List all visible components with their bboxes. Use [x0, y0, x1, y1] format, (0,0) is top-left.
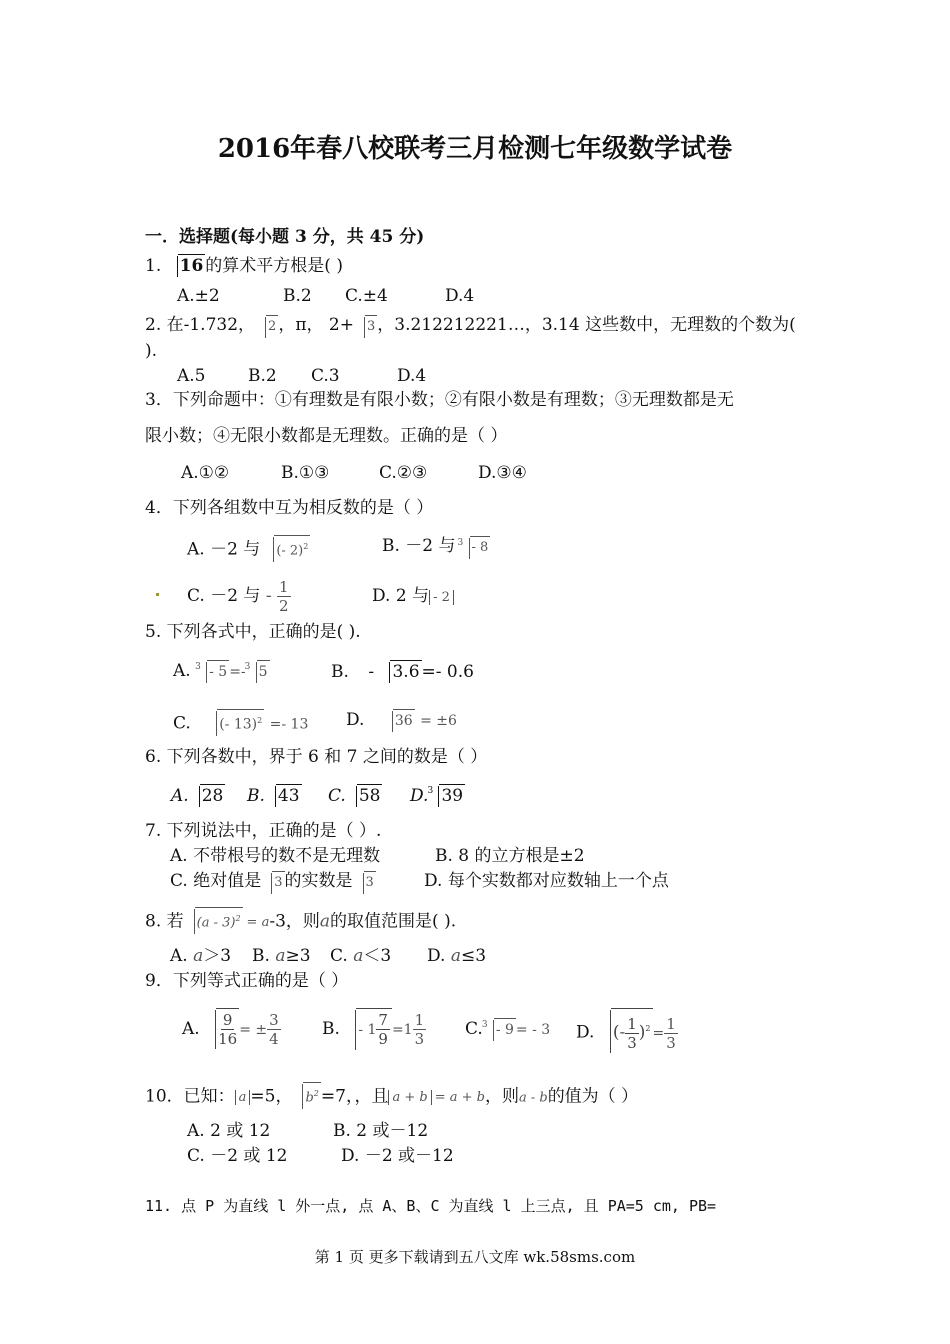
q5-b-label: B.: [331, 662, 349, 682]
q9-d-eq: =: [652, 1025, 665, 1042]
q5-b-post: =- 0.6: [421, 662, 474, 682]
q9-c-label: C.: [465, 1019, 483, 1039]
q10-abs-a: a: [235, 1090, 251, 1105]
q5-a-sqrt1: [196, 660, 229, 683]
q2-option-a: A.5: [177, 366, 206, 386]
q4-b-label: B. －2 与: [382, 536, 456, 556]
q4-c-num: 1: [279, 578, 289, 596]
q9-b-d1: 9: [378, 1030, 388, 1048]
q3-option-b: B.①③: [281, 463, 330, 483]
q5-b-math: 3.6: [392, 662, 420, 682]
q7-option-b: B. 8 的立方根是±2: [435, 846, 585, 866]
q10-option-b: B. 2 或－12: [333, 1121, 429, 1141]
q6-b-sqrt: [265, 784, 302, 807]
q9-a-d1: 16: [218, 1030, 238, 1048]
q8-math: (a - 3): [196, 915, 236, 931]
q1-option-b: B.2: [283, 286, 312, 306]
q2-option-d: D.4: [397, 366, 427, 386]
q6-d-val: 39: [441, 786, 464, 806]
q10-option-d: D. －2 或－12: [341, 1146, 454, 1166]
q10-option-a: A. 2 或 12: [187, 1121, 271, 1141]
q3-option-d: D.③④: [478, 463, 527, 483]
question-10: [145, 1082, 638, 1109]
q10-diff: a - b: [518, 1090, 548, 1106]
q7-c-sqrt2: [353, 871, 376, 894]
q2-prefix: 2. 在-1.732，: [145, 315, 256, 335]
q9-a-n2: 3: [269, 1011, 279, 1029]
q9-stem: 9．下列等式正确的是（ ）: [145, 971, 349, 991]
q5-a-eq: =-: [229, 664, 246, 680]
q8-a-var: a: [193, 946, 204, 966]
q9-a-eq: = ±: [239, 1022, 268, 1038]
q2-r1: 2: [266, 315, 278, 338]
q9-b-frac2: [413, 1011, 427, 1048]
q8-b-var: a: [275, 946, 286, 966]
q4-d-label: D. 2 与: [372, 586, 430, 606]
q9-b-n2: 1: [414, 1011, 425, 1029]
q7-c-r2: 3: [364, 871, 376, 894]
q4-b-math: - 8: [470, 536, 491, 559]
q9-option-a: [182, 1008, 281, 1050]
q8-d-pre: D.: [427, 946, 451, 966]
q2-sqrt-2: [354, 315, 377, 338]
q9-d-sqrt: [600, 1008, 653, 1053]
q6-d-root: 3: [427, 786, 434, 796]
q10-prefix: 10．已知：: [145, 1086, 235, 1107]
q6-option-a: [171, 784, 225, 807]
q8-c-var: a: [353, 946, 364, 966]
q5-a-math1: - 5: [207, 660, 229, 683]
q6-stem: 6. 下列各数中，界于 6 和 7 之间的数是（ ）: [145, 747, 488, 767]
q3-line1: 3．下列命题中：①有理数是有限小数；②有限小数是有理数；③无理数都是无: [145, 390, 734, 410]
q1-text: 的算术平方根是( ): [205, 256, 343, 276]
q5-b-sqrt: [379, 660, 421, 683]
q2-r2: 3: [365, 315, 377, 338]
q6-b-label: B.: [247, 786, 265, 806]
q1-option-d: D.4: [445, 286, 475, 306]
q6-a-val: 28: [201, 786, 224, 806]
page-footer: 第 1 页 更多下载请到五八文库 wk.58sms.com: [314, 1248, 636, 1266]
q9-b-pre: - 1: [358, 1022, 377, 1038]
q4-option-a: [187, 535, 310, 562]
q9-option-d: [576, 1008, 678, 1054]
question-8: [145, 907, 456, 934]
q5-stem: 5. 下列各式中，正确的是( ).: [145, 622, 361, 642]
q8-option-b: [252, 945, 311, 967]
q5-b-pre: -: [368, 662, 375, 682]
q7-stem: 7. 下列说法中，正确的是（ ）.: [145, 821, 382, 841]
q10-rad: [303, 1082, 320, 1109]
q10-r-exp: 2: [313, 1089, 319, 1098]
q10-t4: ，则: [484, 1086, 519, 1107]
q8-a-post: ＞3: [203, 946, 232, 966]
q10-t3: = a + b: [434, 1090, 485, 1106]
q5-a-root: 3: [195, 662, 201, 672]
q6-a-sqrt: [189, 784, 226, 807]
q6-option-c: [328, 784, 382, 807]
q9-b-eq: =1: [391, 1022, 413, 1038]
q7-option-c: [170, 870, 376, 894]
q5-d-post: = ±6: [420, 713, 457, 729]
decorative-dot: [156, 593, 159, 596]
q4-a-label: A. －2 与: [187, 539, 261, 560]
q8-c-post: ＜3: [363, 946, 392, 966]
q2-tail: ，3.212212221…，3.14 这些数中，无理数的个数为(: [377, 315, 796, 335]
q8-d-var: a: [450, 946, 461, 966]
q5-option-c: [173, 709, 308, 736]
q8-c-pre: C.: [330, 946, 354, 966]
q7-c-mid: 的实数是: [284, 871, 353, 891]
q9-d-frac2: [664, 1015, 678, 1052]
q5-c-label: C.: [173, 713, 191, 734]
q6-c-sqrt: [346, 784, 383, 807]
q9-b-n1: 7: [378, 1011, 388, 1029]
q8-a-pre: A.: [170, 946, 194, 966]
q1-option-a: A.±2: [177, 286, 220, 306]
q3-line2: 限小数；④无限小数都是无理数。正确的是（ ）: [145, 426, 508, 446]
q5-a-sqrt2: [246, 660, 270, 683]
q8-exp: 2: [235, 914, 241, 923]
q2-line2: ).: [145, 341, 158, 361]
q8-prefix: 8. 若: [145, 911, 184, 932]
q8-tail: -3，则: [269, 911, 320, 932]
q5-a-root2: 3: [244, 662, 251, 672]
q1-radicand: 16: [179, 256, 204, 276]
q9-a-label: A.: [182, 1019, 200, 1039]
q6-a-label: A.: [171, 786, 189, 806]
q9-b-sqrt: [345, 1008, 392, 1050]
q9-option-c: [465, 1018, 550, 1041]
q6-option-b: [247, 784, 302, 807]
q2-sqrt-1: [255, 315, 278, 338]
q9-d-exp: 2: [645, 1024, 651, 1033]
q4-d-abs: - 2: [429, 590, 454, 605]
q10-t5: 的值为（ ）: [547, 1086, 639, 1107]
q9-c-sqrt: [483, 1018, 516, 1041]
q9-option-b: [322, 1008, 426, 1050]
q4-option-d: [372, 585, 454, 609]
section-heading: 一．选择题(每小题 3 分，共 45 分): [145, 227, 425, 247]
q9-b-rad: [356, 1008, 392, 1050]
q7-option-d: D. 每个实数都对应数轴上一个点: [424, 871, 669, 891]
q9-c-root: 3: [481, 1020, 488, 1030]
q6-c-label: C.: [328, 786, 346, 806]
q8-sqrt: [184, 907, 243, 934]
q9-d-minus: -: [619, 1022, 626, 1043]
q6-d-sqrt: [428, 784, 465, 807]
q5-d-label: D.: [346, 710, 365, 730]
q7-c-sqrt1: [261, 871, 284, 894]
q4-c-frac: [277, 578, 291, 615]
q9-b-label: B.: [322, 1019, 340, 1039]
q8-var: a: [319, 911, 331, 932]
q6-c-val: 58: [358, 786, 381, 806]
q10-t2: =7，，且: [320, 1086, 389, 1107]
q9-a-sqrt: [205, 1008, 239, 1049]
q2-mid: ，π， 2+: [278, 315, 354, 335]
q9-a-d2: 4: [269, 1030, 279, 1048]
q8-option-a: [170, 945, 231, 967]
q6-b-val: 43: [277, 786, 300, 806]
q9-d-d2: 3: [666, 1033, 676, 1052]
q5-c-exp: 2: [257, 716, 263, 725]
q10-r: b: [305, 1090, 314, 1106]
q8-b-pre: B.: [252, 946, 276, 966]
q9-a-frac2: [267, 1011, 281, 1048]
q8-b-post: ≥3: [285, 946, 311, 966]
q9-a-n1: 9: [222, 1011, 233, 1029]
q5-option-b: [331, 660, 474, 683]
q4-c-minus: -: [265, 586, 272, 606]
q9-d-d1: 3: [627, 1033, 637, 1052]
q4-a-sqrt: [263, 535, 310, 562]
q6-option-d: [410, 784, 465, 807]
q5-a-math2: 5: [257, 660, 270, 683]
q1-prefix: 1.: [145, 256, 167, 276]
q5-c-sqrt: [206, 709, 264, 736]
q9-d-rad: (- $\frac{1}{3}$ )$^2$: [611, 1008, 653, 1053]
q4-a-math: (- 2): [276, 543, 304, 559]
q9-d-label: D.: [576, 1022, 595, 1043]
q2-option-b: B.2: [248, 366, 277, 386]
q7-c-r: 3: [272, 871, 284, 894]
q9-c-math: - 9: [494, 1018, 516, 1041]
q4-b-root: 3: [457, 538, 464, 548]
q5-option-a: [173, 660, 270, 683]
question-11: 11. 点 P 为直线 l 外一点, 点 A、B、C 为直线 l 上三点, 且 PA=5 cm, PB=: [145, 1197, 717, 1215]
q8-option-c: [330, 945, 391, 967]
q8-d-post: ≤3: [460, 946, 487, 966]
q7-c-pre: C. 绝对值是: [170, 871, 262, 891]
q5-a-label: A.: [173, 661, 191, 681]
q10-abs-sum: a + b: [388, 1090, 431, 1105]
q9-b-frac1: [376, 1011, 390, 1048]
q7-option-a: A. 不带根号的数不是无理数: [170, 846, 381, 866]
page-title: 2016年春八校联考三月检测七年级数学试卷: [217, 134, 733, 164]
q4-option-c: [187, 576, 291, 616]
q3-option-a: A.①②: [181, 463, 230, 483]
q3-option-c: C.②③: [379, 463, 428, 483]
q4-stem: 4．下列各组数中互为相反数的是（ ）: [145, 498, 434, 518]
q10-sqrt: [292, 1082, 320, 1109]
q9-d-n2: 1: [666, 1014, 676, 1033]
q4-c-label: C. －2 与: [187, 586, 261, 606]
q5-c-rad: [217, 709, 264, 736]
q2-option-c: C.3: [311, 366, 340, 386]
q9-d-n1: 1: [627, 1014, 637, 1033]
q8-tail2: 的取值范围是( ).: [330, 911, 457, 932]
question-1: [145, 254, 343, 277]
q5-d-math: 36: [393, 709, 415, 732]
q9-c-post: = - 3: [515, 1022, 551, 1038]
q6-d-label: D.: [410, 786, 429, 806]
q9-a-frac1: [218, 1011, 237, 1048]
q5-option-d: [346, 709, 457, 732]
q5-d-sqrt: [382, 709, 415, 732]
q9-a-rad: [216, 1008, 239, 1049]
q4-a-rad: [274, 535, 310, 562]
q8-rad: [195, 907, 243, 934]
q1-sqrt: [167, 254, 206, 277]
q5-c-post: =- 13: [269, 716, 309, 733]
q8-option-d: [427, 945, 486, 967]
q9-b-d2: 3: [414, 1030, 425, 1048]
q8-eq: = a: [246, 915, 270, 931]
q9-d-frac1: [625, 1015, 639, 1052]
q10-option-c: C. －2 或 12: [187, 1146, 288, 1166]
question-2: [145, 314, 796, 338]
q4-option-b: [382, 535, 490, 559]
q4-c-den: 2: [279, 597, 289, 615]
q1-option-c: C.±4: [345, 286, 388, 306]
q4-a-exp: 2: [303, 542, 309, 551]
q5-c-math: (- 13): [219, 716, 258, 733]
q4-b-sqrt: [459, 536, 491, 559]
q10-t1: =5，: [250, 1086, 293, 1107]
